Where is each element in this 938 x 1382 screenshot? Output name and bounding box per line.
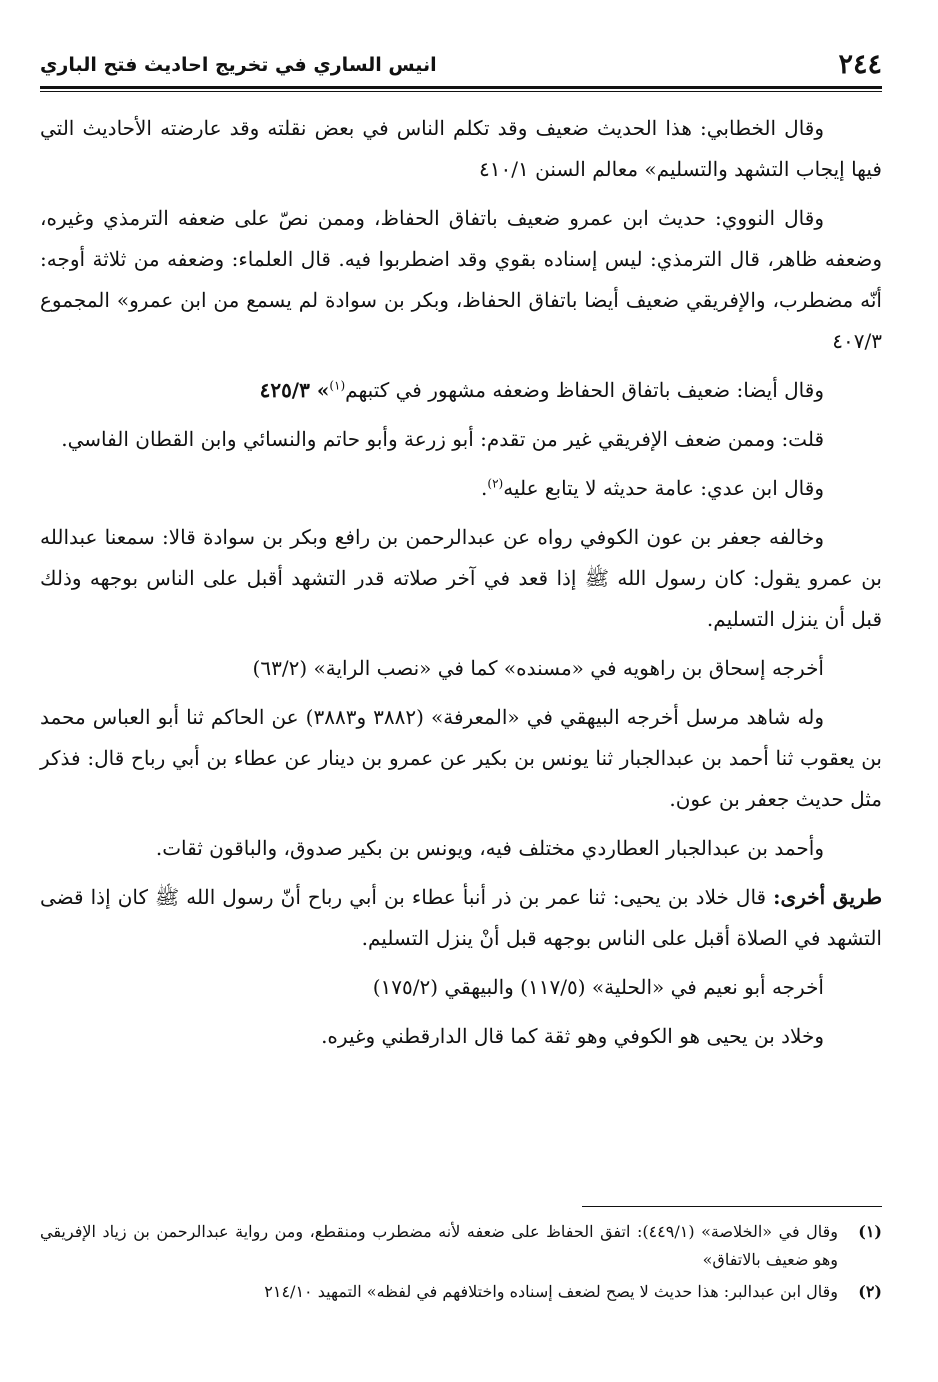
footnote-mark: (٢) (858, 1282, 882, 1301)
page-number: ٢٤٤ (838, 49, 882, 80)
footnote-ref-2: (٢) (487, 476, 504, 491)
paragraph-text: . (481, 476, 488, 500)
paragraph-another-route (40, 877, 882, 959)
footnote-2 (40, 1278, 882, 1306)
paragraph-text: وقال ابن عدي: عامة حديثه لا يتابع عليه (503, 476, 824, 500)
footnote-rule (582, 1206, 882, 1207)
footnote-text: وقال في «الخلاصة» (٤٤٩/١): اتفق الحفاظ على ضعفه لأنه مضطرب ومنقطع، ومن رواية عبدالرحمن بن زياد الإفريقي وهو ضعيف بالاتفاق» (40, 1222, 838, 1269)
paragraph-khattabi: وقال الخطابي: هذا الحديث ضعيف وقد تكلم الناس في بعض نقلته وقد عارضته الأحاديث التي فيها إيجاب التشهد والتسليم» معالم السنن ٤١٠/١ (40, 116, 882, 181)
paragraph-ishaq: أخرجه إسحاق بن راهويه في «مسنده» كما في «نصب الراية» (٦٣/٢) (252, 656, 824, 680)
page-header (40, 38, 882, 84)
header-rule (40, 86, 882, 92)
book-page (40, 0, 882, 1382)
paragraph-nawawi-also (40, 370, 882, 411)
paragraph-ibn-adi (40, 468, 882, 509)
footnote-text: وقال ابن عبدالبر: هذا حديث لا يصح لضعف إسناده واختلافهم في لفظه» التمهيد ٢١٤/١٠ (264, 1282, 838, 1301)
footnotes (40, 1218, 882, 1310)
body-text (40, 108, 882, 1065)
book-title: انيس الساري في تخريج احاديث فتح الباري (40, 54, 437, 76)
paragraph-qultu: قلت: وممن ضعف الإفريقي غير من تقدم: أبو زرعة وأبو حاتم والنسائي وابن القطان الفاسي. (61, 427, 824, 451)
paragraph-utaridi: وأحمد بن عبدالجبار العطاردي مختلف فيه، ويونس بن بكير صدوق، والباقون ثقات. (155, 836, 824, 860)
paragraph-khallad: وخلاد بن يحيى هو الكوفي وهو ثقة كما قال الدارقطني وغيره. (321, 1024, 824, 1048)
paragraph-text: قال خلاد بن يحيى: ثنا عمر بن ذر أنبأ عطاء بن أبي رباح أنّ رسول الله ﷺ كان إذا قضى التشهد في الصلاة أقبل على الناس بوجهه قبل أنْ ينزل التسليم. (40, 885, 882, 950)
paragraph-abu-nuaym: أخرجه أبو نعيم في «الحلية» (١١٧/٥) والبيهقي (١٧٥/٢) (372, 975, 824, 999)
paragraph-nawawi: وقال النووي: حديث ابن عمرو ضعيف باتفاق الحفاظ، وممن نصّ على ضعفه الترمذي وغيره، وضعفه ظاهر، قال الترمذي: ليس إسناده بقوي وقد اضطربوا فيه. قال العلماء: وضعفه من ثلاثة أوجه: أنّه مضطرب، والإفريقي ضعيف أيضا باتفاق الحفاظ، وبكر بن سوادة لم يسمع من ابن عمرو» المجموع ٤٠٧/٣ (40, 206, 882, 353)
paragraph-text: وقال أيضا: ضعيف باتفاق الحفاظ وضعفه مشهور في كتبهم (345, 378, 824, 402)
paragraph-jafar: وخالفه جعفر بن عون الكوفي رواه عن عبدالرحمن بن رافع وبكر بن سوادة قالا: سمعنا عبدالله بن عمرو يقول: كان رسول الله ﷺ إذا قعد في آخر صلاته قدر التشهد أقبل على الناس بوجهه وذلك قبل أن ينزل التسليم. (40, 525, 882, 631)
footnote-ref-1: (١) (329, 378, 346, 393)
paragraph-text: » ٤٢٥/٣ (259, 378, 330, 402)
section-lead: طريق أخرى: (773, 885, 883, 909)
paragraph-shahid: وله شاهد مرسل أخرجه البيهقي في «المعرفة» (٣٨٨٢ و٣٨٨٣) عن الحاكم ثنا أبو العباس محمد بن يعقوب ثنا أحمد بن عبدالجبار ثنا يونس بن بكير عن عمرو بن دينار عن عطاء بن أبي رباح قال: فذكر مثل حديث جعفر بن عون. (40, 705, 882, 811)
footnote-1 (40, 1218, 882, 1274)
footnote-mark: (١) (858, 1222, 882, 1241)
